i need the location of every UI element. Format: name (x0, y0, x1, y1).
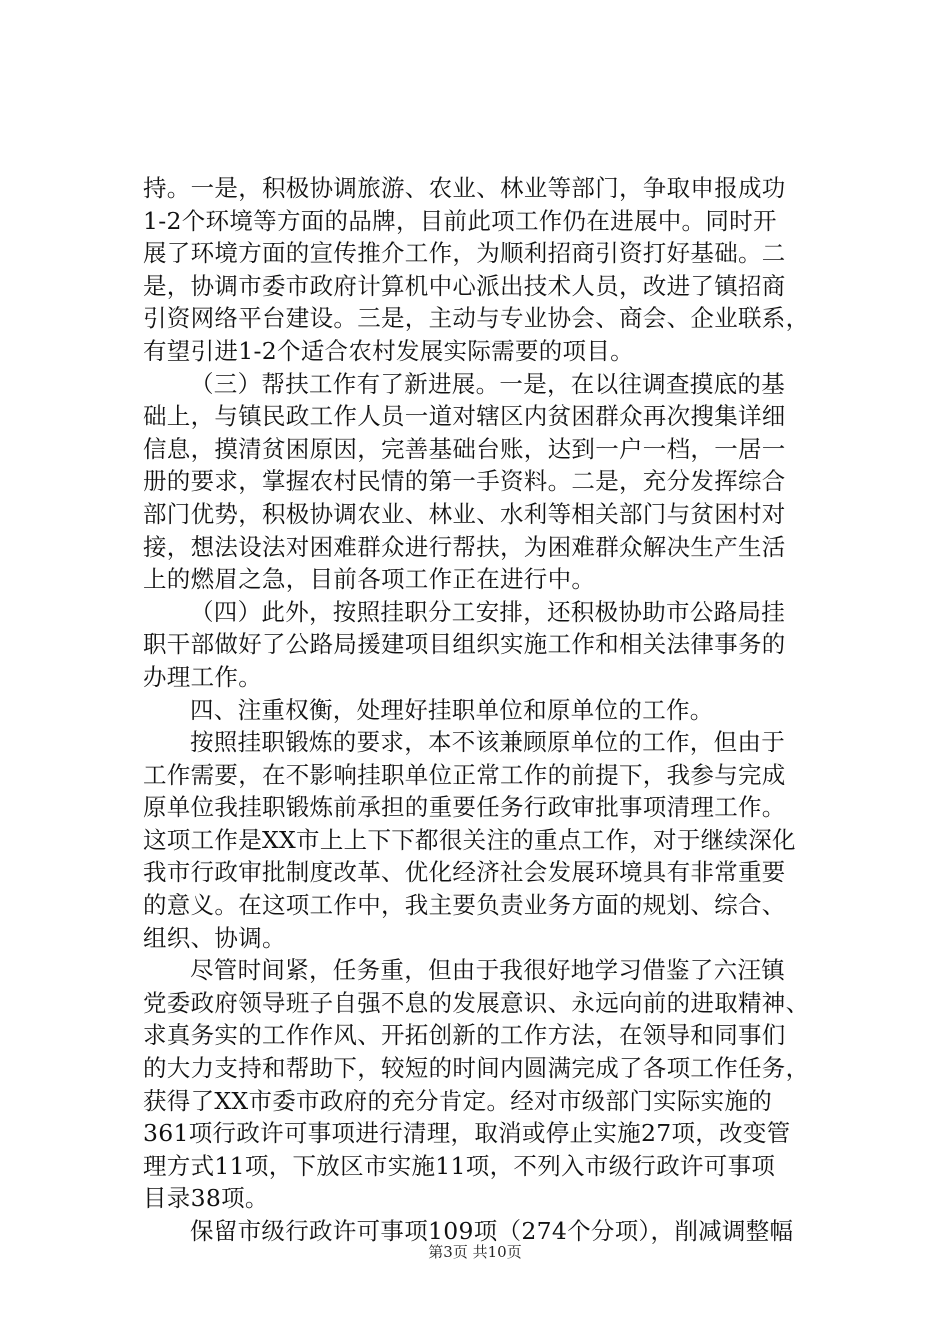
text-line: 职干部做好了公路局援建项目组织实施工作和相关法律事务的 (143, 630, 786, 659)
text-line: 保留市级行政许可事项109项（274个分项），削减调整幅 (190, 1217, 794, 1245)
text-line: 的大力支持和帮助下，较短的时间内圆满完成了各项工作任务， (143, 1054, 810, 1083)
text-line: 引资网络平台建设。三是，主动与专业协会、商会、企业联系， (143, 304, 810, 333)
text-line: 信息，摸清贫困原因，完善基础台账，达到一户一档，一居一 (143, 434, 786, 463)
text-line: 础上，与镇民政工作人员一道对辖区内贫困群众再次搜集详细 (143, 402, 786, 431)
text-line: 党委政府领导班子自强不息的发展意识、永远向前的进取精神、 (143, 988, 810, 1017)
text-line: 办理工作。 (143, 662, 262, 691)
text-line: （三）帮扶工作有了新进展。一是，在以往调查摸底的基 (190, 369, 785, 398)
text-line: 原单位我挂职锻炼前承担的重要任务行政审批事项清理工作。 (143, 793, 786, 822)
text-line: 四、注重权衡，处理好挂职单位和原单位的工作。 (190, 695, 714, 724)
text-line: 按照挂职锻炼的要求，本不该兼顾原单位的工作，但由于 (190, 728, 785, 757)
text-line: （四）此外，按照挂职分工安排，还积极协助市公路局挂 (190, 597, 785, 626)
text-line: 展了环境方面的宣传推介工作，为顺利招商引资打好基础。二 (143, 239, 786, 268)
text-line: 获得了XX市委市政府的充分肯定。经对市级部门实际实施的 (143, 1086, 773, 1115)
text-line: 这项工作是XX市上上下下都很关注的重点工作，对于继续深化 (143, 825, 796, 854)
text-line: 尽管时间紧，任务重，但由于我很好地学习借鉴了六汪镇 (190, 956, 785, 985)
text-line: 求真务实的工作作风、开拓创新的工作方法，在领导和同事们 (143, 1021, 786, 1050)
text-line: 上的燃眉之急，目前各项工作正在进行中。 (143, 565, 596, 594)
text-line: 有望引进1-2个适合农村发展实际需要的项目。 (143, 336, 634, 365)
text-line: 接，想法设法对困难群众进行帮扶，为困难群众解决生产生活 (143, 532, 786, 561)
text-line: 册的要求，掌握农村民情的第一手资料。二是，充分发挥综合 (143, 467, 786, 496)
document-body (143, 172, 833, 1248)
text-line: 组织、协调。 (143, 923, 286, 952)
text-line: 理方式11项，下放区市实施11项，不列入市级行政许可事项 (143, 1151, 776, 1180)
text-line: 是，协调市委市政府计算机中心派出技术人员，改进了镇招商 (143, 271, 786, 300)
text-line: 的意义。在这项工作中，我主要负责业务方面的规划、综合、 (143, 891, 786, 920)
text-line: 我市行政审批制度改革、优化经济社会发展环境具有非常重要 (143, 858, 786, 887)
text-line: 部门优势，积极协调农业、林业、水利等相关部门与贫困村对 (143, 499, 786, 528)
text-line: 1-2个环境等方面的品牌，目前此项工作仍在进展中。同时开 (143, 206, 777, 235)
page-footer: 第3页 共10页 (428, 1243, 522, 1261)
text-line: 目录38项。 (143, 1184, 269, 1213)
text-line: 361项行政许可事项进行清理，取消或停止实施27项，改变管 (143, 1119, 791, 1148)
text-line: 工作需要，在不影响挂职单位正常工作的前提下，我参与完成 (143, 760, 786, 789)
text-line: 持。一是，积极协调旅游、农业、林业等部门，争取申报成功 (143, 174, 786, 202)
